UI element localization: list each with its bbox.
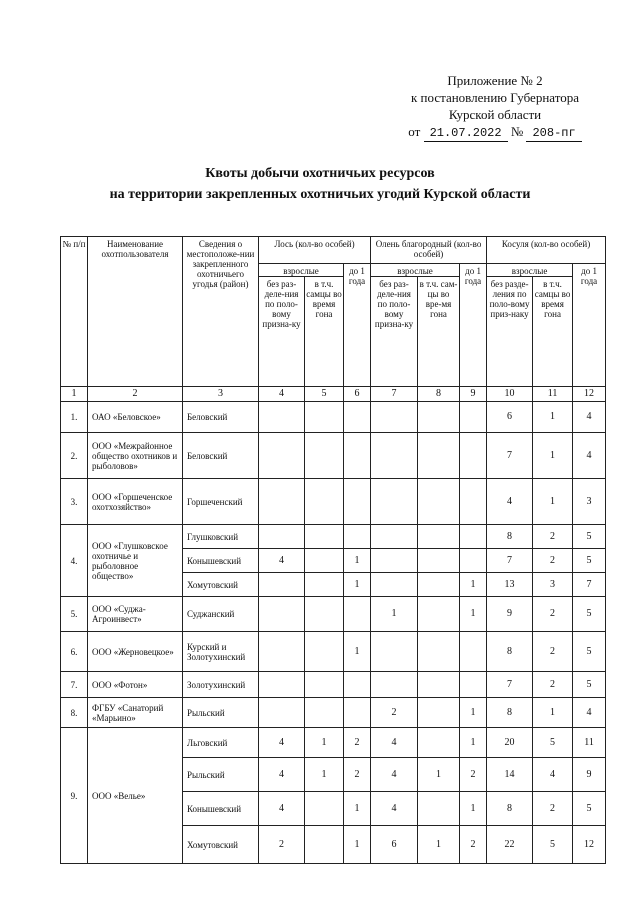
row-district: Льговский <box>183 728 259 758</box>
header-num: № п/п <box>61 237 88 387</box>
cell: 5 <box>573 525 606 549</box>
row-num: 6. <box>61 632 88 672</box>
row-num: 2. <box>61 433 88 479</box>
cell: 1 <box>344 826 371 864</box>
cell <box>344 479 371 525</box>
header-deer-nosex: без раз-деле-ния по поло-вому призна-ку <box>371 277 418 387</box>
cell <box>259 573 305 597</box>
cell <box>371 433 418 479</box>
row-user: ООО «Фотон» <box>88 672 183 698</box>
cell <box>418 573 460 597</box>
row-district: Суджанский <box>183 597 259 632</box>
cell: 2 <box>533 792 573 826</box>
cell <box>305 479 344 525</box>
header-moose: Лось (кол-во особей) <box>259 237 371 264</box>
cell <box>259 698 305 728</box>
cell <box>418 479 460 525</box>
cell: 2 <box>533 632 573 672</box>
cell: 7 <box>487 672 533 698</box>
cell: 2 <box>533 549 573 573</box>
cell: 2 <box>259 826 305 864</box>
cell <box>418 549 460 573</box>
decree-date: 21.07.2022 <box>424 126 508 142</box>
cell: 4 <box>259 549 305 573</box>
table-row <box>61 402 606 433</box>
cell: 12 <box>573 826 606 864</box>
row-num: 4. <box>61 525 88 597</box>
cell <box>259 525 305 549</box>
header-roe-males: в т.ч. самцы во время гона <box>533 277 573 387</box>
header-deer-young: до 1 года <box>460 264 487 387</box>
cell: 1 <box>460 573 487 597</box>
column-number: 1 <box>61 387 88 402</box>
row-user: ООО «Межрайонное общество охотников и рыболовов» <box>88 433 183 479</box>
cell <box>305 573 344 597</box>
cell: 2 <box>533 525 573 549</box>
cell: 9 <box>573 758 606 792</box>
cell <box>418 597 460 632</box>
cell <box>344 672 371 698</box>
cell: 1 <box>418 826 460 864</box>
cell: 4 <box>259 792 305 826</box>
column-number: 2 <box>88 387 183 402</box>
cell <box>460 402 487 433</box>
cell <box>371 549 418 573</box>
cell <box>418 632 460 672</box>
column-number-row <box>61 387 606 402</box>
table-row <box>61 672 606 698</box>
cell: 5 <box>573 792 606 826</box>
cell: 2 <box>371 698 418 728</box>
cell <box>259 479 305 525</box>
column-number: 3 <box>183 387 259 402</box>
cell <box>418 402 460 433</box>
cell: 2 <box>460 826 487 864</box>
cell <box>259 672 305 698</box>
cell: 6 <box>371 826 418 864</box>
row-num: 7. <box>61 672 88 698</box>
table-row <box>61 698 606 728</box>
table-row <box>61 597 606 632</box>
page-subtitle: на территории закрепленных охотничьих угодий Курской области <box>109 187 531 202</box>
cell <box>460 479 487 525</box>
cell <box>305 698 344 728</box>
table-row <box>61 632 606 672</box>
column-number: 8 <box>418 387 460 402</box>
row-district: Горшеченский <box>183 479 259 525</box>
cell <box>418 433 460 479</box>
cell: 20 <box>487 728 533 758</box>
cell: 1 <box>533 402 573 433</box>
row-district: Конышевский <box>183 792 259 826</box>
row-district: Конышевский <box>183 549 259 573</box>
cell: 5 <box>573 549 606 573</box>
header-deer-males: в т.ч. сам-цы во вре-мя гона <box>418 277 460 387</box>
row-user: ФГБУ «Санаторий «Марьино» <box>88 698 183 728</box>
column-number: 5 <box>305 387 344 402</box>
cell: 2 <box>344 758 371 792</box>
header-roe-nosex: без разде-ления по поло-вому приз-наку <box>487 277 533 387</box>
cell: 7 <box>487 433 533 479</box>
cell <box>418 728 460 758</box>
cell: 13 <box>487 573 533 597</box>
header-moose-young: до 1 года <box>344 264 371 387</box>
table-row <box>61 433 606 479</box>
quota-table <box>60 236 606 864</box>
page-title: Квоты добычи охотничьих ресурсов <box>205 166 435 181</box>
cell <box>305 632 344 672</box>
cell: 8 <box>487 632 533 672</box>
row-district: Беловский <box>183 433 259 479</box>
column-number: 12 <box>573 387 606 402</box>
cell: 1 <box>460 597 487 632</box>
header-moose-adults: взрослые <box>259 264 344 277</box>
row-district: Беловский <box>183 402 259 433</box>
header-roe-young: до 1 года <box>573 264 606 387</box>
cell: 1 <box>533 479 573 525</box>
cell: 9 <box>487 597 533 632</box>
cell: 4 <box>487 479 533 525</box>
cell: 1 <box>533 698 573 728</box>
cell: 1 <box>460 792 487 826</box>
cell <box>344 402 371 433</box>
cell <box>460 672 487 698</box>
cell: 1 <box>344 792 371 826</box>
cell: 8 <box>487 792 533 826</box>
cell: 3 <box>533 573 573 597</box>
cell: 6 <box>487 402 533 433</box>
cell <box>259 632 305 672</box>
number-prefix: № <box>510 124 524 139</box>
cell <box>305 597 344 632</box>
appendix-block <box>380 72 610 142</box>
cell: 5 <box>573 672 606 698</box>
row-district: Рыльский <box>183 698 259 728</box>
cell: 1 <box>533 433 573 479</box>
cell <box>305 826 344 864</box>
cell: 4 <box>259 758 305 792</box>
cell: 5 <box>533 826 573 864</box>
row-user: ОАО «Беловское» <box>88 402 183 433</box>
cell: 4 <box>259 728 305 758</box>
cell <box>305 525 344 549</box>
header-deer: Олень благородный (кол-во особей) <box>371 237 487 264</box>
row-num: 1. <box>61 402 88 433</box>
cell: 7 <box>573 573 606 597</box>
cell: 14 <box>487 758 533 792</box>
cell: 2 <box>460 758 487 792</box>
cell: 4 <box>533 758 573 792</box>
row-num: 9. <box>61 728 88 864</box>
cell <box>371 672 418 698</box>
cell <box>305 792 344 826</box>
cell <box>305 402 344 433</box>
header-deer-adults: взрослые <box>371 264 460 277</box>
column-number: 10 <box>487 387 533 402</box>
cell <box>371 632 418 672</box>
cell: 1 <box>305 728 344 758</box>
cell <box>259 433 305 479</box>
header-moose-males: в т.ч. самцы во время гона <box>305 277 344 387</box>
row-num: 5. <box>61 597 88 632</box>
cell <box>371 525 418 549</box>
cell <box>305 433 344 479</box>
table-row <box>61 525 606 549</box>
row-district: Золотухинский <box>183 672 259 698</box>
row-user: ООО «Жерновецкое» <box>88 632 183 672</box>
appendix-title: Приложение № 2 <box>447 73 543 88</box>
cell <box>460 433 487 479</box>
row-district: Курский и Золотухинский <box>183 632 259 672</box>
decree-number: 208-пг <box>526 126 581 142</box>
cell <box>418 792 460 826</box>
row-district: Глушковский <box>183 525 259 549</box>
column-number: 7 <box>371 387 418 402</box>
table-row <box>61 479 606 525</box>
cell <box>371 573 418 597</box>
row-district: Рыльский <box>183 758 259 792</box>
cell <box>418 525 460 549</box>
cell: 4 <box>573 433 606 479</box>
row-num: 3. <box>61 479 88 525</box>
cell: 1 <box>344 573 371 597</box>
cell: 5 <box>573 597 606 632</box>
row-user: ООО «Велье» <box>88 728 183 864</box>
cell: 4 <box>371 792 418 826</box>
row-district: Хомутовский <box>183 573 259 597</box>
cell: 5 <box>573 632 606 672</box>
row-user: ООО «Горшеченское охотхозяйство» <box>88 479 183 525</box>
cell <box>371 479 418 525</box>
cell: 8 <box>487 525 533 549</box>
cell: 4 <box>573 698 606 728</box>
cell <box>460 549 487 573</box>
appendix-region: Курской области <box>448 107 542 122</box>
cell: 4 <box>371 728 418 758</box>
cell: 3 <box>573 479 606 525</box>
cell <box>344 597 371 632</box>
cell <box>259 402 305 433</box>
cell <box>344 698 371 728</box>
cell: 1 <box>305 758 344 792</box>
cell: 1 <box>418 758 460 792</box>
cell <box>371 402 418 433</box>
cell <box>259 597 305 632</box>
cell: 22 <box>487 826 533 864</box>
cell <box>460 632 487 672</box>
cell <box>344 525 371 549</box>
date-prefix: от <box>408 124 421 139</box>
cell: 1 <box>344 632 371 672</box>
cell: 1 <box>460 698 487 728</box>
cell: 2 <box>533 672 573 698</box>
cell <box>460 525 487 549</box>
row-user: ООО «Суджа-Агроинвест» <box>88 597 183 632</box>
cell <box>418 672 460 698</box>
cell <box>305 672 344 698</box>
cell: 1 <box>371 597 418 632</box>
column-number: 6 <box>344 387 371 402</box>
column-number: 9 <box>460 387 487 402</box>
header-moose-nosex: без раз-деле-ния по поло-вому призна-ку <box>259 277 305 387</box>
cell: 4 <box>573 402 606 433</box>
cell: 1 <box>344 549 371 573</box>
appendix-date-line <box>380 123 610 142</box>
cell: 2 <box>533 597 573 632</box>
cell: 4 <box>371 758 418 792</box>
cell: 7 <box>487 549 533 573</box>
row-user: ООО «Глушковское охотничье и рыболовное общество» <box>88 525 183 597</box>
header-user: Наименование охотпользователя <box>88 237 183 387</box>
header-location: Сведения о местоположе-нии закрепленного охотничьего угодья (район) <box>183 237 259 387</box>
cell: 1 <box>460 728 487 758</box>
cell: 5 <box>533 728 573 758</box>
cell <box>305 549 344 573</box>
row-num: 8. <box>61 698 88 728</box>
cell <box>344 433 371 479</box>
row-district: Хомутовский <box>183 826 259 864</box>
cell: 8 <box>487 698 533 728</box>
column-number: 4 <box>259 387 305 402</box>
header-roe-adults: взрослые <box>487 264 573 277</box>
header-roe: Косуля (кол-во особей) <box>487 237 606 264</box>
cell: 11 <box>573 728 606 758</box>
appendix-decree: к постановлению Губернатора <box>410 90 580 105</box>
table-row <box>61 728 606 758</box>
cell <box>418 698 460 728</box>
column-number: 11 <box>533 387 573 402</box>
cell: 2 <box>344 728 371 758</box>
